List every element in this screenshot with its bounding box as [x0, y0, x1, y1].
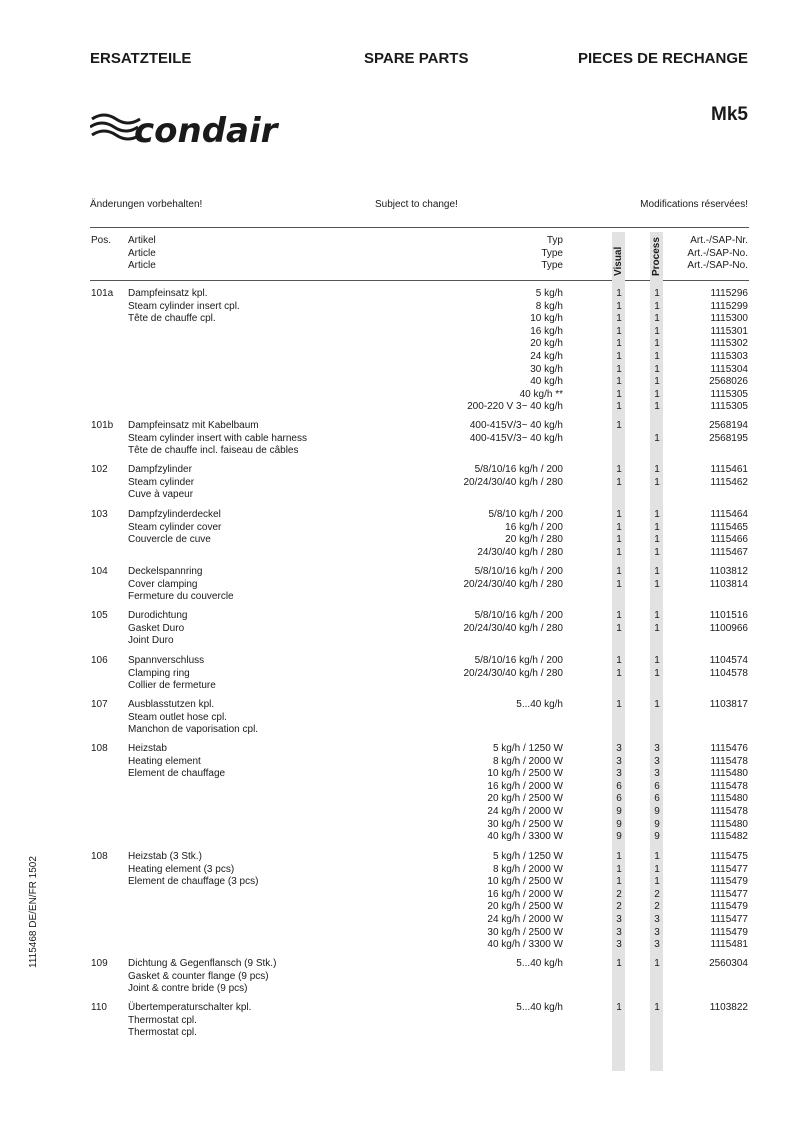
table-row	[0, 680, 794, 693]
type-cell: 20/24/30/40 kg/h / 280	[463, 476, 563, 488]
position-number: 101b	[91, 420, 114, 431]
process-qty: 6	[654, 793, 660, 805]
process-qty: 1	[654, 464, 660, 475]
process-qty: 1	[654, 388, 660, 400]
type-cell: 16 kg/h / 200	[505, 521, 563, 533]
table-row	[0, 313, 794, 326]
notice-fr: Modifications réservées!	[640, 199, 748, 210]
visual-qty: 1	[616, 566, 622, 577]
table-row	[0, 793, 794, 806]
article-number: 1115477	[710, 914, 748, 925]
article-number: 1103817	[709, 699, 748, 710]
table-row	[0, 420, 794, 433]
article-number: 1115300	[710, 313, 748, 325]
col-type-en: Type	[541, 247, 563, 259]
article-name: Thermostat cpl.	[128, 1014, 197, 1026]
process-qty: 1	[654, 546, 660, 558]
col-type-de: Typ	[546, 235, 563, 246]
table-row	[0, 983, 794, 996]
visual-qty: 1	[616, 863, 622, 875]
article-number: 1115480	[710, 768, 748, 780]
article-name: Joint Duro	[128, 635, 174, 647]
article-name: Couvercle de cuve	[128, 534, 211, 546]
type-cell: 24 kg/h / 2000 W	[487, 914, 563, 925]
type-cell: 24 kg/h	[530, 351, 563, 362]
col-artno-header	[687, 235, 748, 273]
article-number: 1115302	[710, 338, 748, 350]
header-en: SPARE PARTS	[364, 50, 469, 67]
col-process-header: Process	[651, 237, 662, 276]
article-number: 1103812	[709, 566, 748, 577]
visual-qty: 1	[616, 388, 622, 400]
process-qty: 1	[654, 432, 660, 444]
visual-qty: 1	[616, 325, 622, 337]
article-name: Tête de chauffe incl. faiseau de câbles	[128, 445, 299, 457]
type-cell: 5 kg/h / 1250 W	[492, 743, 563, 754]
table-row	[0, 534, 794, 547]
article-number: 1115479	[710, 926, 748, 938]
visual-qty: 1	[616, 610, 622, 621]
table-row	[0, 958, 794, 971]
table-row	[0, 579, 794, 592]
type-cell: 24/30/40 kg/h / 280	[477, 546, 563, 558]
type-cell: 20 kg/h / 2500 W	[487, 793, 563, 805]
table-row	[0, 635, 794, 648]
visual-qty: 1	[616, 622, 622, 634]
process-qty: 1	[654, 699, 660, 710]
article-name: Steam cylinder insert cpl.	[128, 300, 240, 312]
type-cell: 24 kg/h / 2000 W	[487, 806, 563, 817]
visual-qty: 1	[616, 420, 622, 431]
type-cell: 5...40 kg/h	[516, 699, 563, 710]
article-number: 1115303	[710, 351, 748, 362]
article-number: 1115466	[710, 534, 748, 546]
article-number: 1115478	[710, 806, 748, 817]
process-qty: 1	[654, 958, 660, 969]
article-number: 1115464	[710, 509, 748, 520]
position-number: 102	[91, 464, 108, 475]
visual-qty: 1	[616, 476, 622, 488]
visual-qty: 3	[616, 926, 622, 938]
table-row	[0, 699, 794, 712]
article-number: 1115477	[710, 888, 748, 900]
visual-qty: 6	[616, 793, 622, 805]
col-article-header	[128, 235, 156, 273]
table-row	[0, 1027, 794, 1040]
visual-qty: 9	[616, 806, 622, 817]
model-label: Mk5	[711, 104, 748, 125]
type-cell: 20 kg/h / 280	[505, 534, 563, 546]
type-cell: 20/24/30/40 kg/h / 280	[463, 622, 563, 634]
visual-qty: 1	[616, 534, 622, 546]
brand-logo	[90, 104, 290, 151]
type-cell: 5...40 kg/h	[516, 958, 563, 969]
type-cell: 5...40 kg/h	[516, 1002, 563, 1013]
process-qty: 1	[654, 578, 660, 590]
type-cell: 10 kg/h / 2500 W	[487, 768, 563, 780]
process-qty: 1	[654, 534, 660, 546]
visual-qty: 3	[616, 914, 622, 925]
process-qty: 1	[654, 325, 660, 337]
visual-qty: 1	[616, 363, 622, 375]
table-row	[0, 819, 794, 832]
process-qty: 3	[654, 939, 660, 951]
article-name: Fermeture du couvercle	[128, 591, 234, 603]
notice-en: Subject to change!	[375, 199, 458, 210]
table-row	[0, 927, 794, 940]
article-name: Dampfeinsatz mit Kabelbaum	[128, 420, 259, 431]
position-number: 108	[91, 743, 108, 754]
table-row	[0, 724, 794, 737]
article-name: Steam cylinder insert with cable harness	[128, 432, 307, 444]
col-type-fr: Type	[541, 260, 563, 272]
article-name: Joint & contre bride (9 pcs)	[128, 983, 248, 995]
col-article-en: Article	[128, 247, 156, 259]
article-number: 1115475	[710, 851, 748, 862]
table-row	[0, 376, 794, 389]
article-number: 1115305	[710, 401, 748, 413]
article-name: Dampfzylinder	[128, 464, 192, 475]
process-qty: 1	[654, 313, 660, 325]
col-article-de: Artikel	[128, 235, 156, 246]
type-cell: 16 kg/h	[530, 325, 563, 337]
visual-qty: 9	[616, 818, 622, 830]
article-name: Übertemperaturschalter kpl.	[128, 1002, 252, 1013]
article-name: Collier de fermeture	[128, 680, 216, 692]
article-number: 1115296	[710, 288, 748, 299]
article-name: Heizstab (3 Stk.)	[128, 851, 202, 862]
visual-qty: 1	[616, 509, 622, 520]
visual-qty: 9	[616, 831, 622, 843]
article-name: Thermostat cpl.	[128, 1027, 197, 1039]
process-qty: 1	[654, 622, 660, 634]
process-qty: 1	[654, 401, 660, 413]
col-article-fr: Article	[128, 260, 156, 272]
table-row	[0, 445, 794, 458]
table-row	[0, 939, 794, 952]
header-fr: PIECES DE RECHANGE	[577, 50, 748, 67]
article-number: 2568026	[709, 376, 748, 388]
article-name: Clamping ring	[128, 667, 190, 679]
article-number: 1115305	[710, 388, 748, 400]
table-row	[0, 901, 794, 914]
type-cell: 10 kg/h / 2500 W	[487, 876, 563, 888]
article-number: 1104578	[709, 667, 748, 679]
type-cell: 5/8/10 kg/h / 200	[488, 509, 563, 520]
article-name: Dampfeinsatz kpl.	[128, 288, 208, 299]
table-row	[0, 668, 794, 681]
article-number: 1115480	[710, 793, 748, 805]
process-qty: 1	[654, 476, 660, 488]
table-row	[0, 522, 794, 535]
process-qty: 1	[654, 351, 660, 362]
article-number: 2568194	[709, 420, 748, 431]
process-qty: 1	[654, 521, 660, 533]
type-cell: 5/8/10/16 kg/h / 200	[474, 655, 563, 666]
article-name: Durodichtung	[128, 610, 188, 621]
table-row	[0, 914, 794, 927]
visual-qty: 1	[616, 876, 622, 888]
visual-qty: 3	[616, 743, 622, 754]
type-cell: 5 kg/h	[535, 288, 563, 299]
process-qty: 1	[654, 610, 660, 621]
table-row	[0, 364, 794, 377]
table-row	[0, 509, 794, 522]
type-cell: 40 kg/h	[530, 376, 563, 388]
top-rule	[90, 227, 749, 228]
visual-qty: 1	[616, 401, 622, 413]
table-row	[0, 566, 794, 579]
position-number: 110	[91, 1002, 107, 1013]
article-number: 1103814	[709, 578, 748, 590]
visual-qty: 6	[616, 780, 622, 792]
position-number: 101a	[91, 288, 114, 299]
article-number: 1115462	[710, 476, 748, 488]
article-name: Cover clamping	[128, 578, 198, 590]
table-row	[0, 401, 794, 414]
article-name: Heating element	[128, 755, 201, 767]
article-name: Tête de chauffe cpl.	[128, 313, 216, 325]
visual-qty: 1	[616, 288, 622, 299]
type-cell: 20 kg/h	[530, 338, 563, 350]
article-number: 1115299	[710, 300, 748, 312]
visual-qty: 1	[616, 376, 622, 388]
notice-de: Änderungen vorbehalten!	[90, 199, 203, 210]
article-number: 1115482	[710, 831, 748, 843]
article-name: Ausblasstutzen kpl.	[128, 699, 215, 710]
process-qty: 1	[654, 863, 660, 875]
table-row	[0, 591, 794, 604]
table-row	[0, 806, 794, 819]
visual-qty: 2	[616, 901, 622, 913]
article-name: Gasket Duro	[128, 622, 185, 634]
process-qty: 1	[654, 1002, 660, 1013]
article-number: 1115301	[710, 325, 748, 337]
article-name: Element de chauffage (3 pcs)	[128, 876, 259, 888]
article-name: Manchon de vaporisation cpl.	[128, 724, 259, 736]
header-de: ERSATZTEILE	[90, 50, 192, 67]
type-cell: 30 kg/h / 2500 W	[487, 926, 563, 938]
process-qty: 3	[654, 755, 660, 767]
process-qty: 3	[654, 743, 660, 754]
table-row	[0, 889, 794, 902]
process-qty: 3	[654, 926, 660, 938]
type-cell: 40 kg/h **	[519, 388, 563, 400]
visual-qty: 1	[616, 851, 622, 862]
table-row	[0, 338, 794, 351]
process-qty: 6	[654, 780, 660, 792]
type-cell: 10 kg/h	[530, 313, 563, 325]
visual-qty: 1	[616, 699, 622, 710]
article-name: Spannverschluss	[128, 655, 205, 666]
type-cell: 16 kg/h / 2000 W	[487, 780, 563, 792]
article-name: Element de chauffage	[128, 768, 226, 780]
table-row	[0, 712, 794, 725]
col-pos-header: Pos.	[91, 235, 112, 246]
table-row	[0, 655, 794, 668]
col-artno-en: Art.-/SAP-No.	[687, 247, 748, 259]
article-name: Steam cylinder cover	[128, 521, 222, 533]
article-number: 1100966	[709, 622, 748, 634]
table-row	[0, 326, 794, 339]
article-name: Deckelspannring	[128, 566, 203, 577]
process-qty: 1	[654, 655, 660, 666]
article-number: 1103822	[709, 1002, 748, 1013]
article-number: 1115481	[710, 939, 748, 951]
type-cell: 5/8/10/16 kg/h / 200	[474, 464, 563, 475]
table-row	[0, 756, 794, 769]
process-qty: 1	[654, 509, 660, 520]
position-number: 104	[91, 566, 108, 577]
type-cell: 8 kg/h / 2000 W	[492, 863, 563, 875]
process-qty: 1	[654, 288, 660, 299]
type-cell: 400-415V/3~ 40 kg/h	[469, 432, 563, 444]
table-row	[0, 477, 794, 490]
article-name: Cuve à vapeur	[128, 489, 194, 501]
type-cell: 400-415V/3~ 40 kg/h	[469, 420, 563, 431]
visual-qty: 2	[616, 888, 622, 900]
brand-text: condair	[134, 111, 278, 146]
process-qty: 2	[654, 888, 660, 900]
visual-qty: 1	[616, 313, 622, 325]
article-name: Dichtung & Gegenflansch (9 Stk.)	[128, 958, 277, 969]
table-row	[0, 864, 794, 877]
process-qty: 9	[654, 831, 660, 843]
article-number: 1115476	[710, 743, 748, 754]
table-row	[0, 851, 794, 864]
process-qty: 1	[654, 667, 660, 679]
col-type-header	[541, 235, 563, 273]
table-row	[0, 831, 794, 844]
visual-qty: 1	[616, 1002, 622, 1013]
table-row	[0, 1002, 794, 1015]
table-row	[0, 623, 794, 636]
table-row	[0, 288, 794, 301]
article-number: 2568195	[709, 432, 748, 444]
article-number: 1115479	[710, 901, 748, 913]
visual-qty: 3	[616, 939, 622, 951]
article-number: 1101516	[709, 610, 748, 621]
article-number: 1115478	[710, 780, 748, 792]
article-number: 1115467	[710, 546, 748, 558]
process-qty: 1	[654, 876, 660, 888]
type-cell: 20 kg/h / 2500 W	[487, 901, 563, 913]
document-side-code: 1115468 DE/EN/FR 1502	[28, 856, 39, 968]
process-qty: 2	[654, 901, 660, 913]
visual-qty: 1	[616, 655, 622, 666]
table-row	[0, 433, 794, 446]
article-name: Steam outlet hose cpl.	[128, 711, 227, 723]
type-cell: 40 kg/h / 3300 W	[487, 831, 563, 843]
article-name: Heating element (3 pcs)	[128, 863, 235, 875]
process-qty: 9	[654, 806, 660, 817]
type-cell: 8 kg/h	[535, 300, 563, 312]
col-artno-fr: Art.-/SAP-No.	[687, 260, 748, 272]
table-row	[0, 876, 794, 889]
table-row	[0, 489, 794, 502]
type-cell: 20/24/30/40 kg/h / 280	[463, 578, 563, 590]
article-number: 1115480	[710, 818, 748, 830]
visual-qty: 1	[616, 521, 622, 533]
type-cell: 20/24/30/40 kg/h / 280	[463, 667, 563, 679]
article-number: 1115478	[710, 755, 748, 767]
col-visual-header: Visual	[613, 246, 624, 276]
visual-qty: 3	[616, 755, 622, 767]
process-qty: 1	[654, 851, 660, 862]
type-cell: 5 kg/h / 1250 W	[492, 851, 563, 862]
type-cell: 8 kg/h / 2000 W	[492, 755, 563, 767]
table-row	[0, 743, 794, 756]
type-cell: 200-220 V 3~ 40 kg/h	[467, 401, 563, 413]
position-number: 107	[91, 699, 108, 710]
table-row	[0, 389, 794, 402]
process-qty: 3	[654, 914, 660, 925]
process-qty: 3	[654, 768, 660, 780]
article-number: 1115477	[710, 863, 748, 875]
type-cell: 30 kg/h / 2500 W	[487, 818, 563, 830]
process-qty: 1	[654, 338, 660, 350]
process-qty: 1	[654, 363, 660, 375]
position-number: 108	[91, 851, 108, 862]
article-number: 2560304	[709, 958, 748, 969]
article-number: 1115461	[710, 464, 748, 475]
table-row	[0, 768, 794, 781]
article-number: 1115465	[710, 521, 748, 533]
type-cell: 5/8/10/16 kg/h / 200	[474, 566, 563, 577]
visual-qty: 1	[616, 300, 622, 312]
visual-qty: 1	[616, 351, 622, 362]
table-row	[0, 464, 794, 477]
position-number: 106	[91, 655, 108, 666]
process-qty: 1	[654, 376, 660, 388]
col-artno-de: Art.-/SAP-Nr.	[690, 235, 748, 246]
position-number: 103	[91, 509, 108, 520]
visual-qty: 1	[616, 667, 622, 679]
article-name: Heizstab	[128, 743, 167, 754]
type-cell: 16 kg/h / 2000 W	[487, 888, 563, 900]
article-name: Gasket & counter flange (9 pcs)	[128, 970, 269, 982]
type-cell: 30 kg/h	[530, 363, 563, 375]
table-row	[0, 547, 794, 560]
article-number: 1115304	[710, 363, 748, 375]
condair-logo-icon	[90, 104, 290, 146]
type-cell: 40 kg/h / 3300 W	[487, 939, 563, 951]
visual-qty: 3	[616, 768, 622, 780]
table-row	[0, 351, 794, 364]
article-name: Dampfzylinderdeckel	[128, 509, 221, 520]
position-number: 109	[91, 958, 108, 969]
process-qty: 1	[654, 300, 660, 312]
visual-qty: 1	[616, 464, 622, 475]
table-row	[0, 781, 794, 794]
visual-qty: 1	[616, 578, 622, 590]
article-name: Steam cylinder	[128, 476, 195, 488]
visual-qty: 1	[616, 338, 622, 350]
article-number: 1115479	[710, 876, 748, 888]
table-row	[0, 971, 794, 984]
type-cell: 5/8/10/16 kg/h / 200	[474, 610, 563, 621]
visual-qty: 1	[616, 958, 622, 969]
position-number: 105	[91, 610, 108, 621]
visual-qty: 1	[616, 546, 622, 558]
article-number: 1104574	[709, 655, 748, 666]
table-row	[0, 301, 794, 314]
process-qty: 1	[654, 566, 660, 577]
table-row	[0, 610, 794, 623]
table-row	[0, 1015, 794, 1028]
process-qty: 9	[654, 818, 660, 830]
